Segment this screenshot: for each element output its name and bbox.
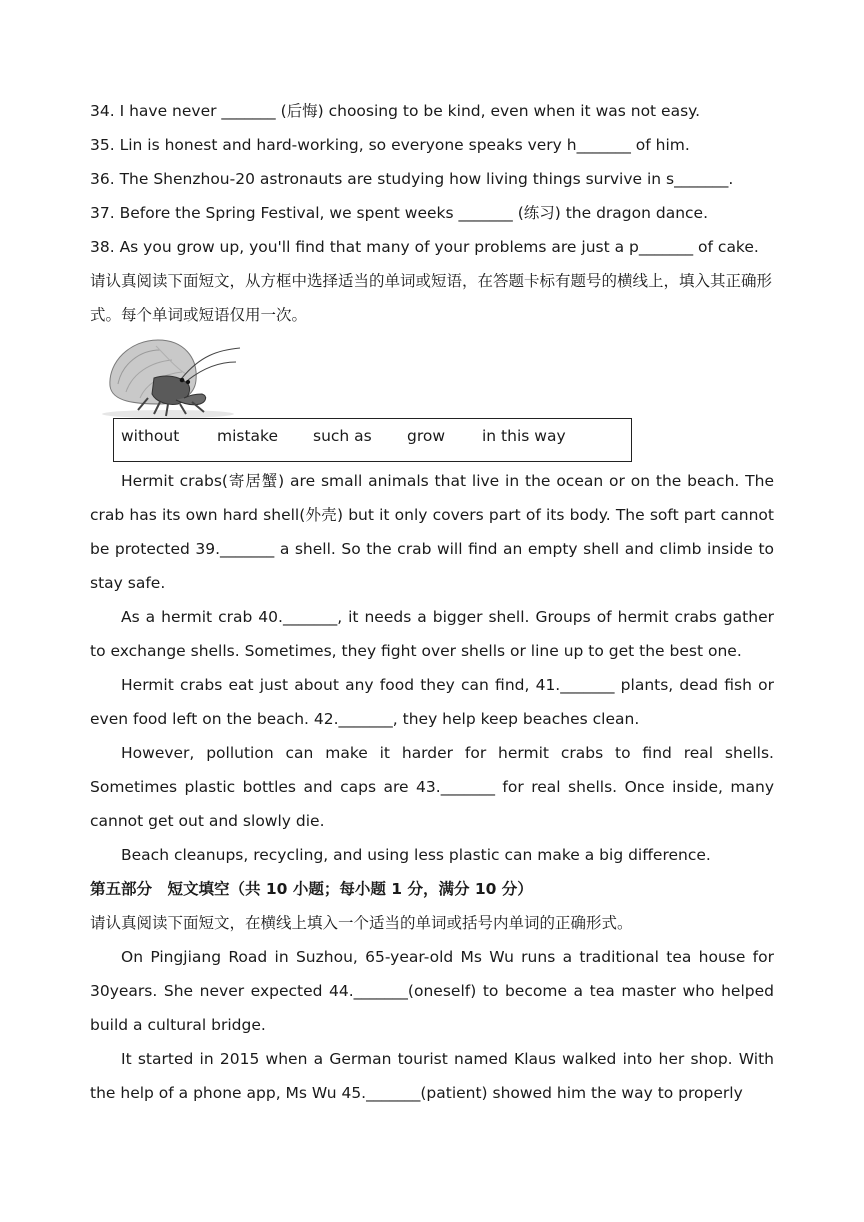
- passage-paragraph: Beach cleanups, recycling, and using less plastic can make a big difference.: [121, 846, 711, 864]
- worksheet-page: [90, 94, 774, 1110]
- hermit-crab-illustration: [96, 334, 246, 420]
- section5-heading: 第五部分 短文填空（共 10 小题；每小题 1 分，满分 10 分）: [90, 880, 533, 898]
- passage-tea-house: [90, 940, 774, 1110]
- exercise-38: 38. As you grow up, you'll find that many of your problems are just a p_______ of cake.: [90, 238, 759, 256]
- exercise-37: 37. Before the Spring Festival, we spent weeks _______ (练习) the dragon dance.: [90, 204, 709, 222]
- word-option: mistake: [217, 427, 279, 445]
- passage-paragraph: However, pollution can make it harder for hermit crabs to find real shells. Sometimes plastic bottles and caps are 43._______ for real shells. Once inside, many cannot get out and slowly die.: [90, 744, 774, 830]
- exercise-34: 34. I have never _______ (后悔) choosing to be kind, even when it was not easy.: [90, 102, 701, 120]
- passage-paragraph: It started in 2015 when a German tourist named Klaus walked into her shop. With the help of a phone app, Ms Wu 45._______(patient) showed him the way to properly: [90, 1050, 774, 1102]
- word-option: such as: [313, 427, 372, 445]
- section4-instruction: 请认真阅读下面短文，从方框中选择适当的单词或短语，在答题卡标有题号的横线上，填入其正确形式。每个单词或短语仅用一次。: [90, 272, 773, 324]
- exercise-35: 35. Lin is honest and hard-working, so everyone speaks very h_______ of him.: [90, 136, 690, 154]
- passage-paragraph: On Pingjiang Road in Suzhou, 65-year-old Ms Wu runs a traditional tea house for 30years. She never expected 44._______(oneself) to become a tea master who helped build a cultural bridge.: [90, 948, 774, 1034]
- passage-paragraph: Hermit crabs(寄居蟹) are small animals that live in the ocean or on the beach. The crab has its own hard shell(外壳) but it only covers part of its body. The soft part cannot be protected 39._______ a shell. So the crab will find an empty shell and climb inside to stay safe.: [90, 472, 774, 592]
- passage-paragraph: Hermit crabs eat just about any food they can find, 41._______ plants, dead fish or even food left on the beach. 42._______, they help keep beaches clean.: [90, 676, 774, 728]
- word-option: in this way: [482, 427, 566, 445]
- word-box: [113, 418, 632, 462]
- section5-instruction: 请认真阅读下面短文，在横线上填入一个适当的单词或括号内单词的正确形式。: [90, 914, 633, 932]
- passage-paragraph: As a hermit crab 40._______, it needs a bigger shell. Groups of hermit crabs gather to exchange shells. Sometimes, they fight over shells or line up to get the best one.: [90, 608, 774, 660]
- word-option: without: [121, 427, 180, 445]
- word-option: grow: [407, 427, 446, 445]
- hermit-crab-figure: [90, 334, 774, 420]
- passage-hermit-crabs: [90, 464, 774, 872]
- exercise-list: [90, 94, 774, 264]
- exercise-36: 36. The Shenzhou-20 astronauts are studying how living things survive in s_______.: [90, 170, 734, 188]
